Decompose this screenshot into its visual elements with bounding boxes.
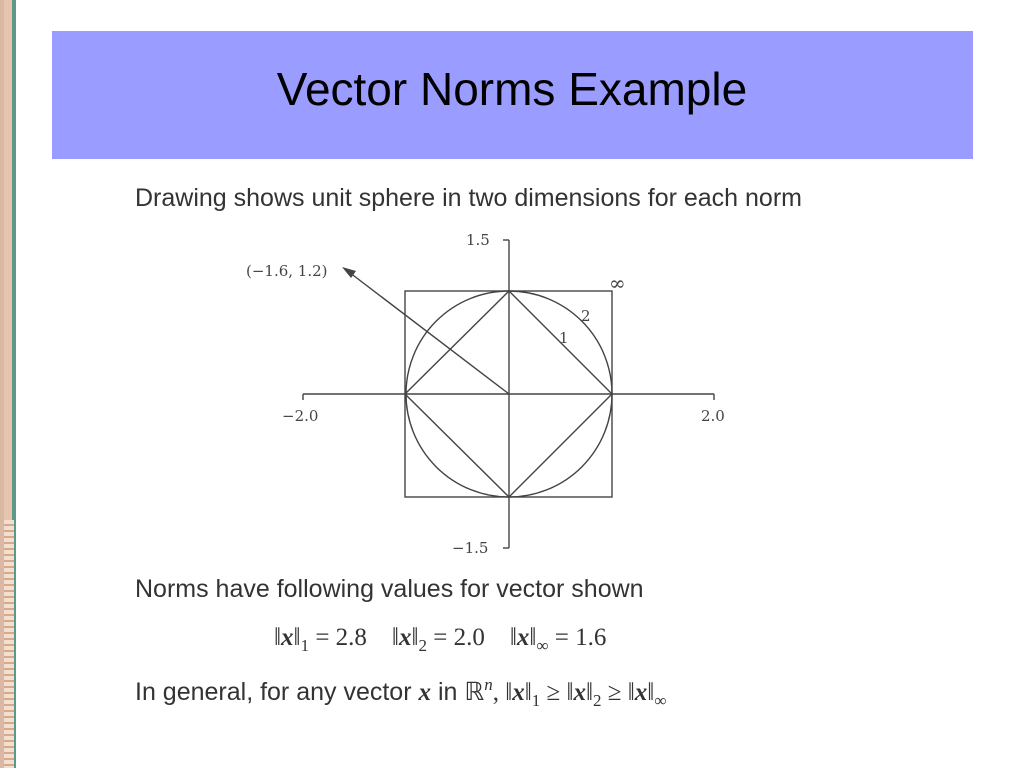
general-prefix: In general, for any vector [135, 678, 412, 706]
inf-norm-label: ∞ [609, 271, 626, 295]
vector-line [345, 269, 509, 394]
x-right-label: 2.0 [701, 407, 725, 425]
y-top-label: 1.5 [466, 231, 490, 249]
values-text: Norms have following values for vector shown [135, 575, 644, 603]
general-statement [135, 675, 667, 710]
x-left-label: −2.0 [282, 407, 319, 425]
norminf-value: 1.6 [575, 624, 607, 651]
vector-label: (−1.6, 1.2) [246, 262, 328, 280]
general-in: in [437, 678, 458, 706]
norm2-value: 2.0 [453, 624, 485, 651]
one-norm-label: 1 [559, 329, 569, 347]
y-bottom-label: −1.5 [452, 539, 489, 557]
intro-text: Drawing shows unit sphere in two dimensions for each norm [135, 184, 802, 212]
norm1-value: 2.8 [335, 624, 367, 651]
slide-title: Vector Norms Example [276, 63, 748, 115]
vector-symbol: x [418, 679, 431, 706]
norm-values-equation: $‖x‖_1 = 2.8$ $‖x‖_2 = 2.0$ $‖x‖_\infty = 1.6$ [274, 624, 607, 655]
inequality-chain: ℝ$^n$, $‖x‖_1$ ≥ $‖x‖_2$ ≥ $‖x‖_\infty$ [464, 675, 667, 710]
two-norm-label: 2 [581, 307, 591, 325]
